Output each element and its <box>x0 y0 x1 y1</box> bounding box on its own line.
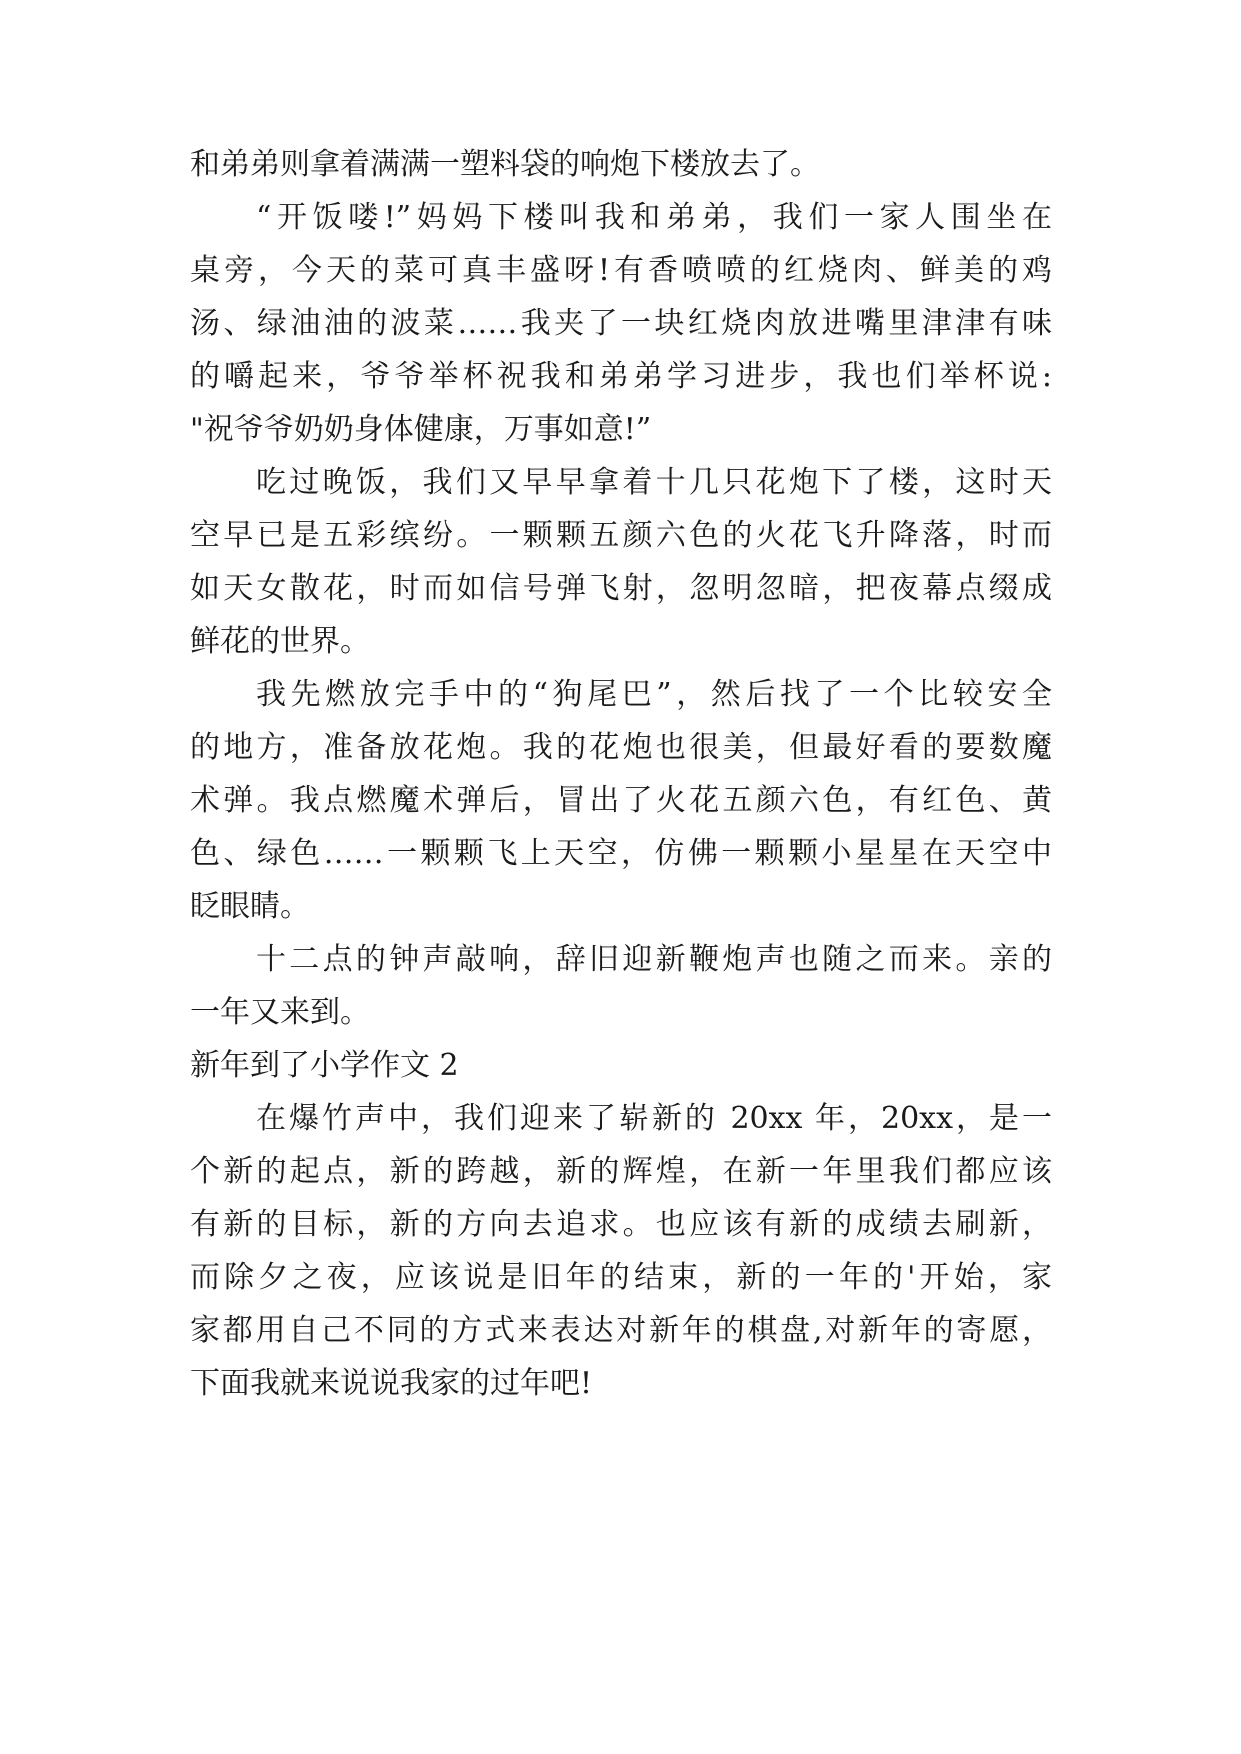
text-line: 如天女散花，时而如信号弹飞射，忽明忽暗，把夜幕点缀成 <box>190 571 1052 606</box>
section-heading: 新年到了小学作文 2 <box>190 1048 459 1083</box>
text-line: 有新的目标，新的方向去追求。也应该有新的成绩去刷新， <box>190 1207 1052 1242</box>
text-line: "祝爷爷奶奶身体健康，万事如意!” <box>190 412 652 447</box>
text-line: 的地方，准备放花炮。我的花炮也很美，但最好看的要数魔 <box>190 730 1052 765</box>
text-line: 和弟弟则拿着满满一塑料袋的响炮下楼放去了。 <box>190 147 820 182</box>
paragraph-first-line: 在爆竹声中，我们迎来了崭新的 20xx 年，20xx，是一 <box>256 1101 1052 1136</box>
text-line: 眨眼睛。 <box>190 889 310 924</box>
paragraph-first-line: 我先燃放完手中的“狗尾巴”，然后找了一个比较安全 <box>256 677 1052 712</box>
document-page <box>190 0 1052 1754</box>
paragraph-first-line: 吃过晚饭，我们又早早拿着十几只花炮下了楼，这时天 <box>256 465 1052 500</box>
text-line: 而除夕之夜，应该说是旧年的结束，新的一年的'开始，家 <box>190 1260 1052 1295</box>
text-line: 下面我就来说说我家的过年吧! <box>190 1366 593 1401</box>
text-line: 汤、绿油油的波菜……我夹了一块红烧肉放进嘴里津津有味 <box>190 306 1052 341</box>
text-line: 术弹。我点燃魔术弹后，冒出了火花五颜六色，有红色、黄 <box>190 783 1052 818</box>
text-line: 的嚼起来，爷爷举杯祝我和弟弟学习进步，我也们举杯说: <box>190 359 1052 394</box>
text-line: 桌旁，今天的菜可真丰盛呀!有香喷喷的红烧肉、鲜美的鸡 <box>190 253 1052 288</box>
text-line: 家都用自己不同的方式来表达对新年的棋盘,对新年的寄愿， <box>190 1313 1052 1348</box>
text-line: 个新的起点，新的跨越，新的辉煌，在新一年里我们都应该 <box>190 1154 1052 1189</box>
paragraph-first-line: “开饭喽!”妈妈下楼叫我和弟弟，我们一家人围坐在 <box>256 200 1052 235</box>
text-line: 一年又来到。 <box>190 995 370 1030</box>
text-line: 色、绿色……一颗颗飞上天空，仿佛一颗颗小星星在天空中 <box>190 836 1052 871</box>
text-line: 鲜花的世界。 <box>190 624 370 659</box>
paragraph-first-line: 十二点的钟声敲响，辞旧迎新鞭炮声也随之而来。亲的 <box>256 942 1052 977</box>
text-line: 空早已是五彩缤纷。一颗颗五颜六色的火花飞升降落，时而 <box>190 518 1052 553</box>
